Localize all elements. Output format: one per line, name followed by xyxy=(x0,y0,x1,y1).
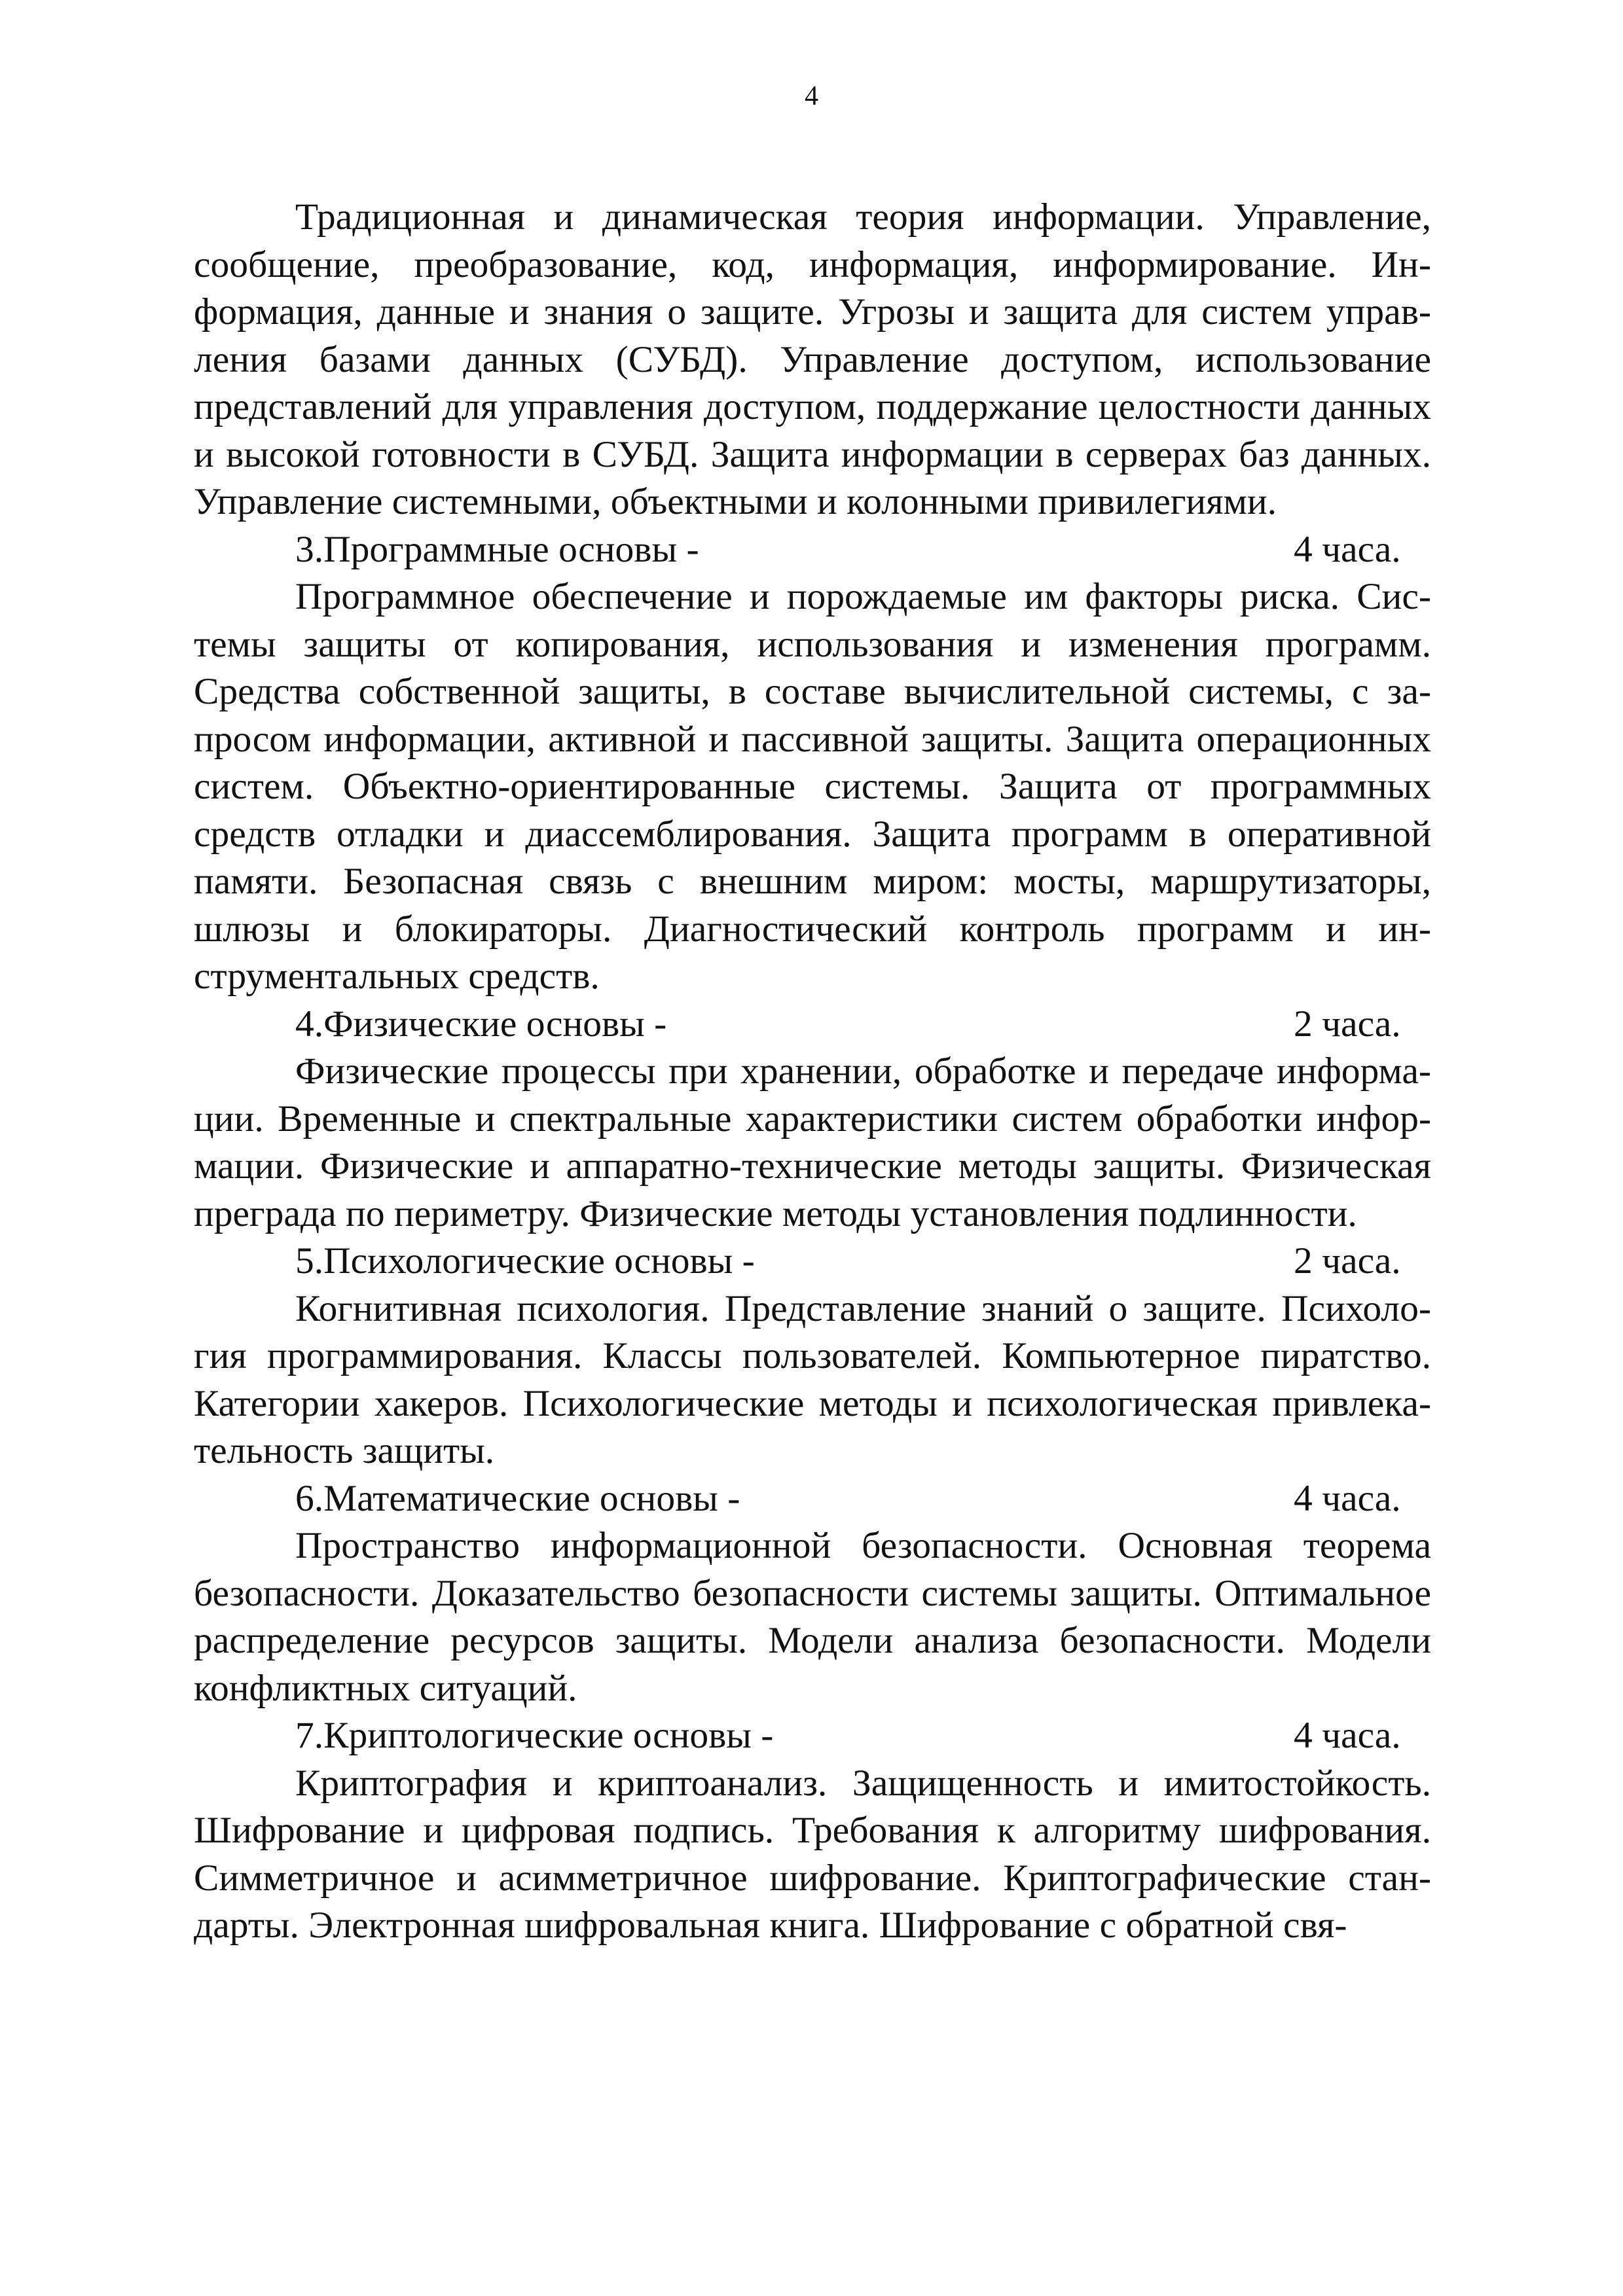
section-hours: 4 часа. xyxy=(1294,1715,1401,1756)
section-mathematical xyxy=(194,1475,1431,1713)
section-software xyxy=(194,526,1431,1001)
section-title: 3.Программные основы - xyxy=(295,528,699,570)
section-title: 5.Психологические основы - xyxy=(295,1240,755,1282)
section-psychological xyxy=(194,1238,1431,1475)
section-hours: 4 часа. xyxy=(1294,1477,1401,1519)
section-title: 6.Математические основы - xyxy=(295,1477,740,1519)
section-title: 4.Физические основы - xyxy=(295,1003,667,1045)
section-heading xyxy=(194,1238,1431,1285)
section-heading xyxy=(194,1001,1431,1049)
section-hours: 2 часа. xyxy=(1294,1003,1401,1045)
section-hours: 2 часа. xyxy=(1294,1240,1401,1282)
section-heading xyxy=(194,526,1431,574)
section-paragraph: Криптография и криптоанализ. Защищенность и имитостойкость. Шифрование и цифровая подпись. Требования к алгоритму шифрования. Симметричное и асимметричное шифрование. Криптографические стандарты. Электронная шифровальная книга. Шифрование с обратной свя- xyxy=(194,1762,1431,1946)
section-paragraph: Программное обеспечение и порождаемые им факторы риска. Системы защиты от копирования, использования и изменения программ. Средства собственной защиты, в составе вычислительной системы, с запросом информации, активной и пассивной защиты. Защита операционных систем. Объектно-ориентированные системы. Защита от программных средств отладки и диассемблирования. Защита программ в оперативной памяти. Безопасная связь с внешним миром: мосты, маршрутизаторы, шлюзы и блокираторы. Диагностический контроль программ и инструментальных средств. xyxy=(194,576,1431,997)
section-heading xyxy=(194,1712,1431,1760)
section-physical xyxy=(194,1001,1431,1238)
section-title: 7.Криптологические основы - xyxy=(295,1715,774,1756)
intro-paragraph: Традиционная и динамическая теория информации. Управление, сообщение, преобразование, код, информация, информирование. Информация, данные и знания о защите. Угрозы и защита для систем управления базами данных (СУБД). Управление доступом, использование представлений для управления доступом, поддержание целостности данных и высокой готовности в СУБД. Защита информации в серверах баз данных. Управление системными, объектными и колонными привилегиями. xyxy=(194,196,1431,522)
section-paragraph: Пространство информационной безопасности. Основная теорема безопасности. Доказательство безопасности системы защиты. Оптимальное распределение ресурсов защиты. Модели анализа безопасности. Модели конфликтных ситуаций. xyxy=(194,1525,1431,1709)
section-heading xyxy=(194,1475,1431,1523)
document-body xyxy=(194,194,1431,1950)
page-number: 4 xyxy=(805,81,818,111)
section-cryptological xyxy=(194,1712,1431,1950)
section-paragraph: Когнитивная психология. Представление знаний о защите. Психология программирования. Классы пользователей. Компьютерное пиратство. Категории хакеров. Психологические методы и психологическая привлекательность защиты. xyxy=(194,1287,1431,1471)
section-paragraph: Физические процессы при хранении, обработке и передаче информации. Временные и спектральные характеристики систем обработки информации. Физические и аппаратно-технические методы защиты. Физическая преграда по периметру. Физические методы установления подлинности. xyxy=(194,1050,1431,1234)
section-hours: 4 часа. xyxy=(1294,528,1401,570)
